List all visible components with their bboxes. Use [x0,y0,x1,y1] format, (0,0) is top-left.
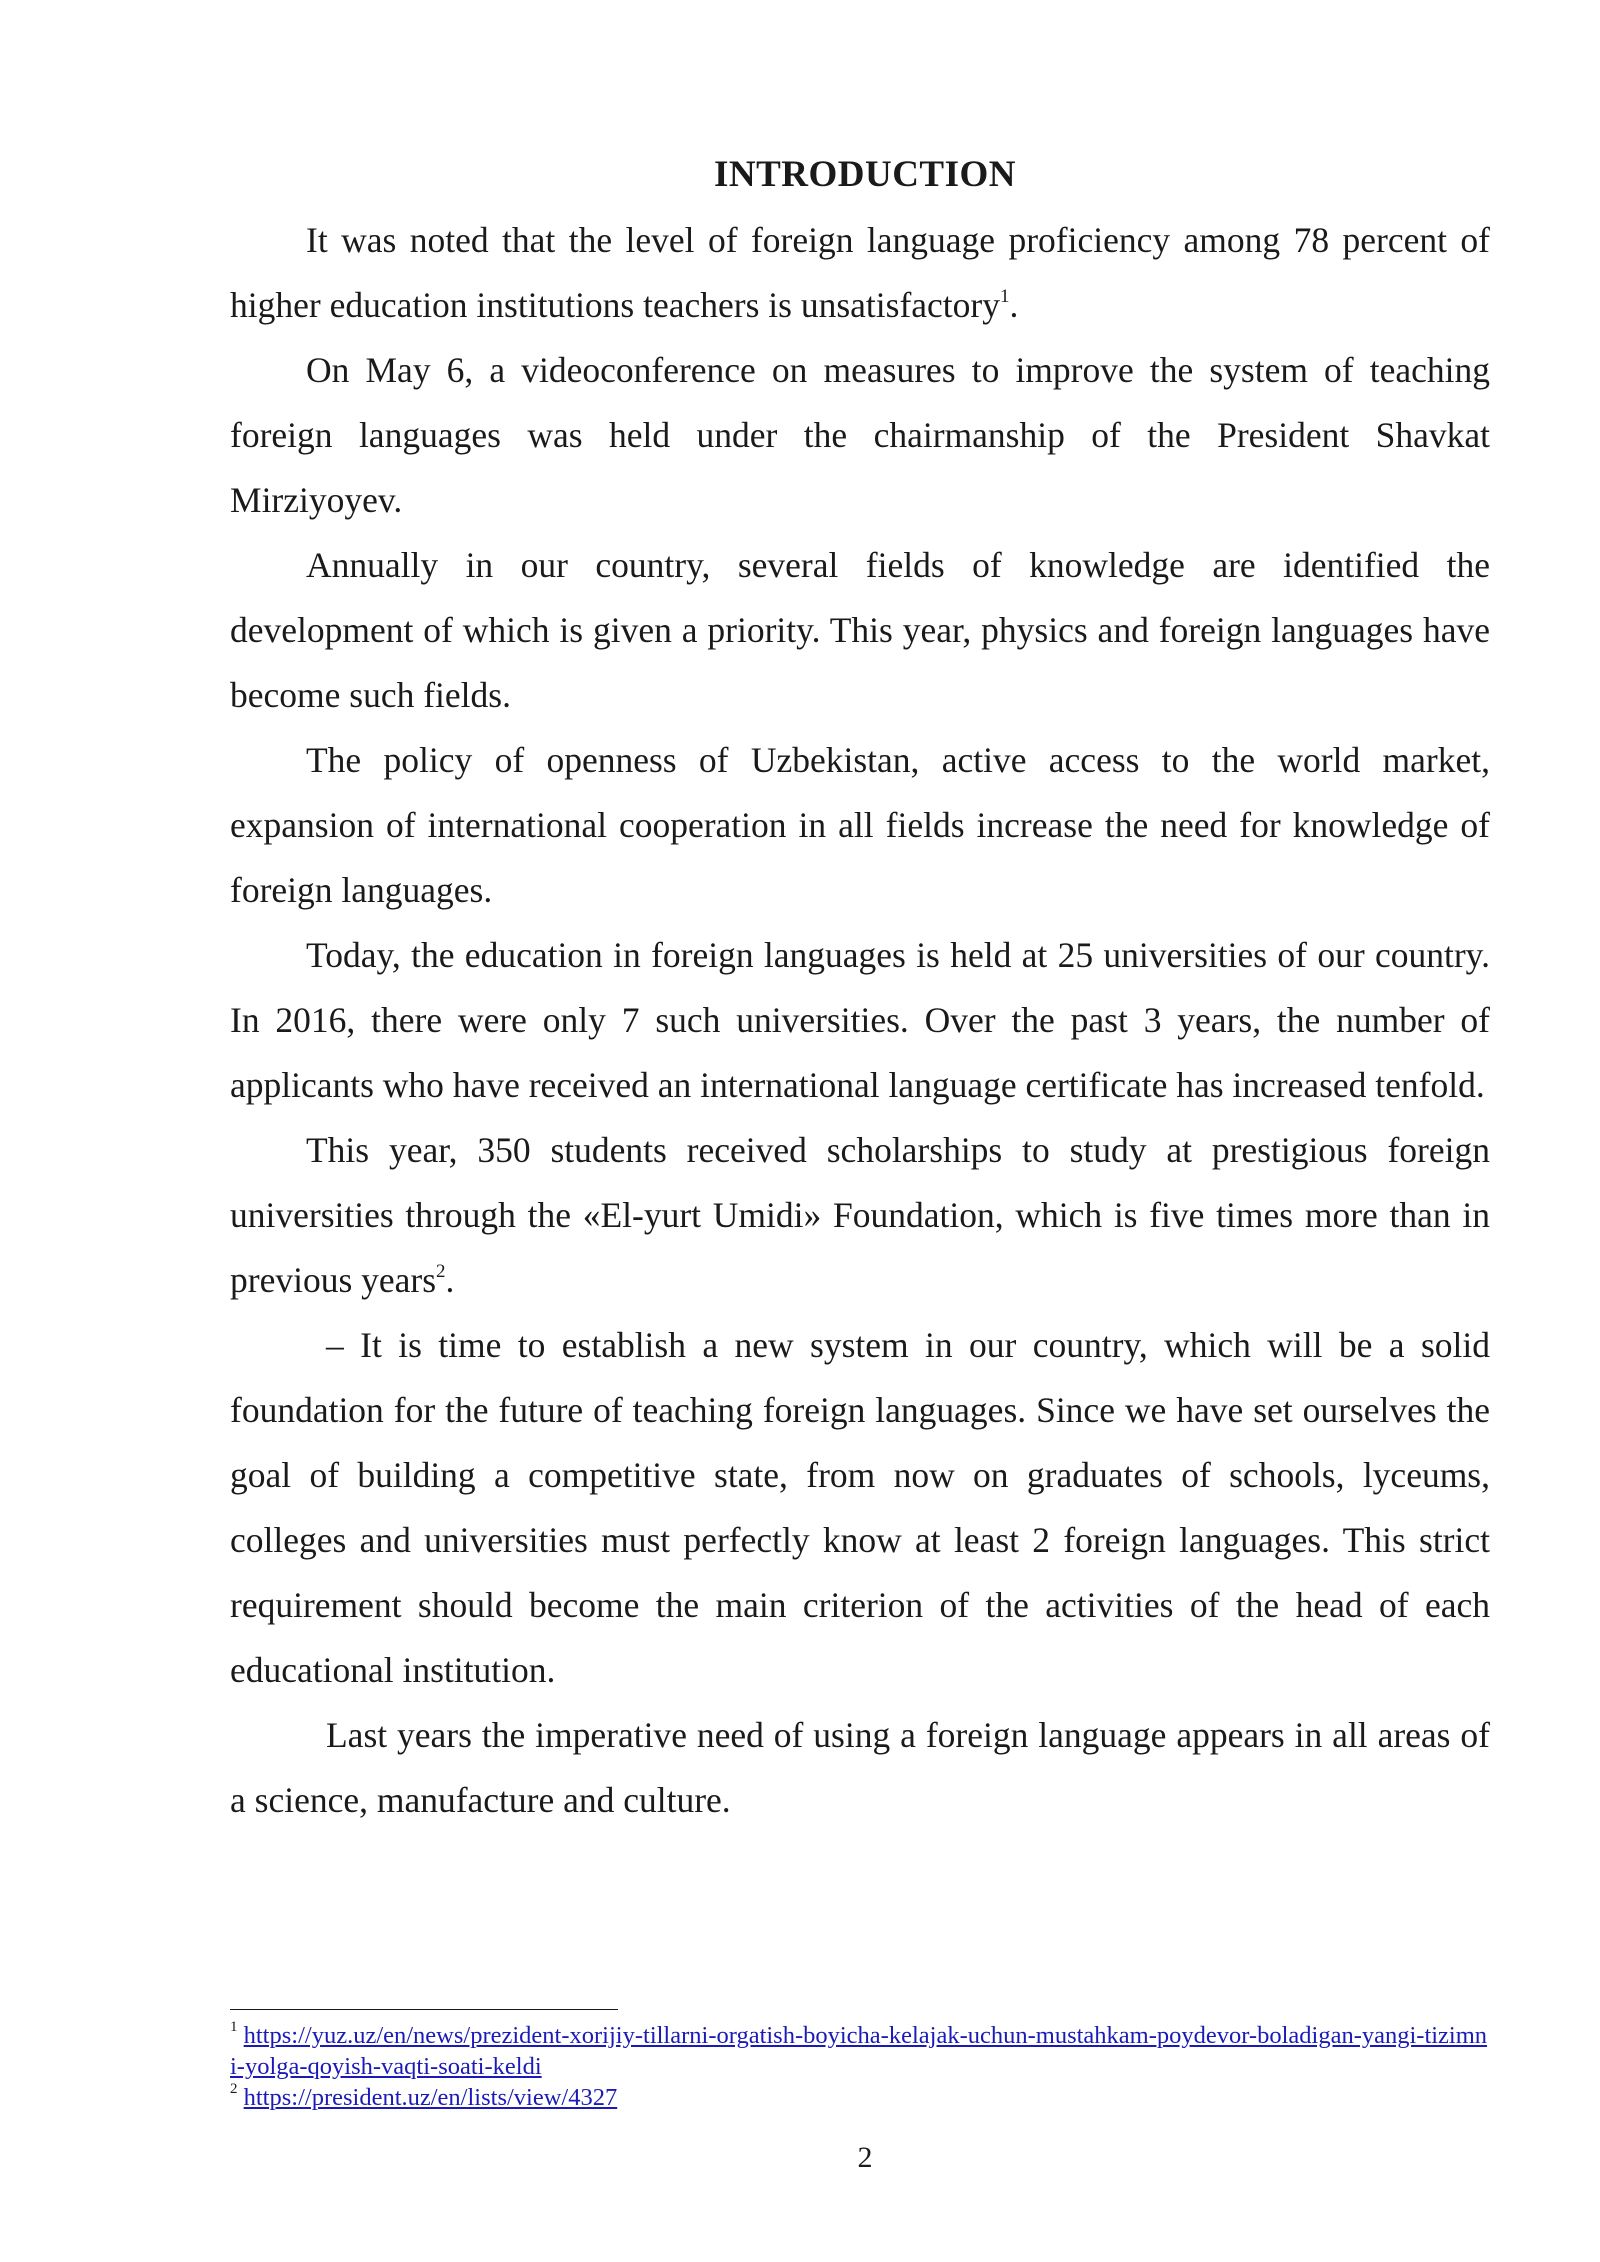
footnote-link[interactable]: https://president.uz/en/lists/view/4327 [243,2084,618,2111]
footnote-number: 1 [230,2018,238,2035]
footnote-number: 2 [230,2080,238,2097]
paragraph: Last years the imperative need of using a foreign language appears in all areas of a science, manufacture and culture. [230,1715,1490,1820]
paragraph: On May 6, a videoconference on measures to improve the system of teaching foreign languages was held under the chairmanship of the President Shavkat Mirziyoyev. [230,350,1490,520]
footnote-item [230,2020,1490,2082]
paragraph [230,208,1490,338]
page-title: INTRODUCTION [713,154,1017,195]
paragraph-tail: . [1009,285,1019,325]
paragraph [230,1118,1490,1313]
footnote-item [230,2082,1490,2113]
paragraph-tail: . [445,1260,455,1300]
footnote-separator [230,2009,618,2010]
footnote-ref[interactable]: 2 [436,1261,446,1283]
paragraph-text: This year, 350 students received scholarships to study at prestigious foreign universities through the «El-yurt Umidi» Foundation, which is five times more than in previous years [230,1130,1490,1300]
page-number: 2 [857,2141,873,2174]
paragraph-text: It was noted that the level of foreign language proficiency among 78 percent of higher education institutions teachers is unsatisfactory [230,220,1490,325]
footnotes [230,2020,1490,2113]
footnote-ref[interactable]: 1 [999,286,1010,308]
footnote-link[interactable]: https://yuz.uz/en/news/prezident-xorijiy-tillarni-orgatish-boyicha-kelajak-uchun-mustahkam-poydevor-boladigan-yangi-tizimni-yolga-qoyish-vaqti-soati-keldi [230,2022,1488,2080]
paragraph: The policy of openness of Uzbekistan, active access to the world market, expansion of international cooperation in all fields increase the need for knowledge of foreign languages. [230,740,1490,910]
body-text [230,208,1490,1833]
paragraph: Annually in our country, several fields of knowledge are identified the development of which is given a priority. This year, physics and foreign languages have become such fields. [230,545,1490,715]
paragraph: Today, the education in foreign languages is held at 25 universities of our country. In 2016, there were only 7 such universities. Over the past 3 years, the number of applicants who have received an international language certificate has increased tenfold. [230,935,1490,1105]
paragraph: – It is time to establish a new system in our country, which will be a solid foundation for the future of teaching foreign languages. Since we have set ourselves the goal of building a competitive state, from now on graduates of schools, lyceums, colleges and universities must perfectly know at least 2 foreign languages. This strict requirement should become the main criterion of the activities of the head of each educational institution. [230,1325,1490,1690]
